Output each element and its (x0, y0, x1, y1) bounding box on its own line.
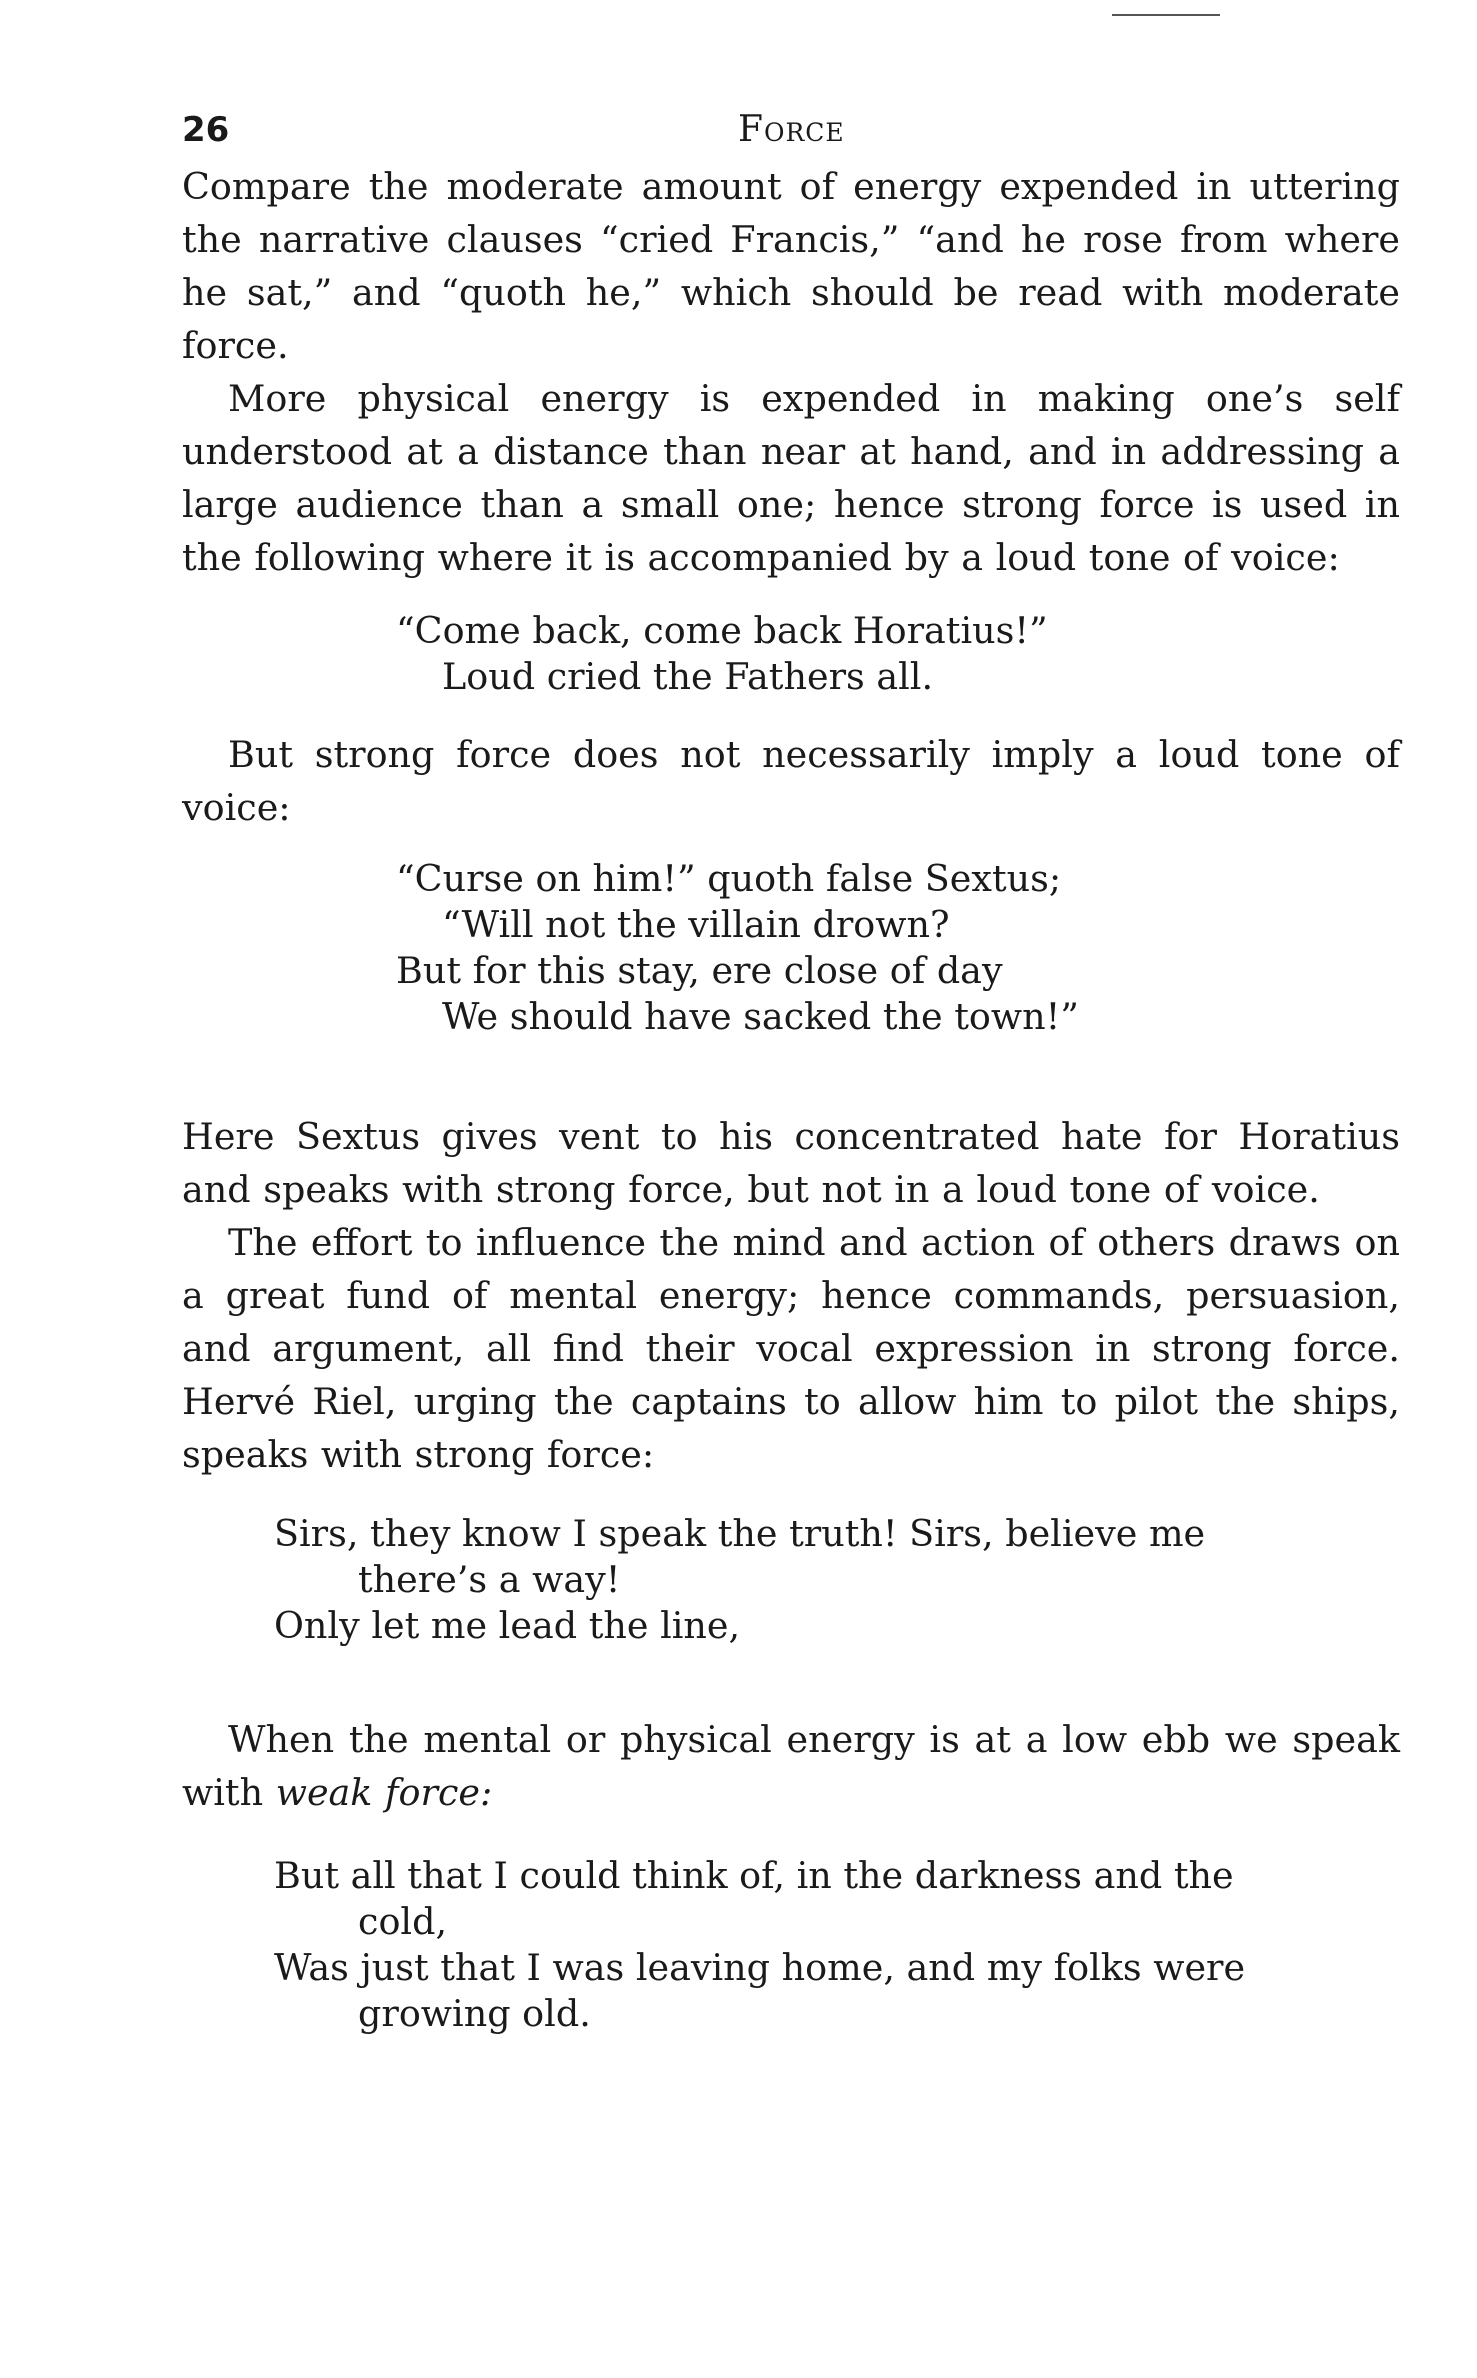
verse-line: Was just that I was leaving home, and my folks were (274, 1946, 1246, 1989)
page-number: 26 (182, 110, 230, 150)
verse-line: We should have sacked the town!” (442, 995, 1079, 1038)
paragraph-strong-force: But strong force does not necessarily imply a loud tone of voice: (182, 733, 1400, 829)
verse-leaving-home (274, 1853, 1400, 2037)
paragraph-sextus: Here Sextus gives vent to his concentrated hate for Horatius and speaks with strong force, but not in a loud tone of voice. (182, 1115, 1400, 1211)
verse-line: But all that I could think of, in the darkness and the (274, 1854, 1234, 1897)
verse-line: cold, (358, 1900, 448, 1943)
paragraph-physical-energy: More physical energy is expended in making one’s self understood at a distance than near at hand, and in addressing a large audience than a small one; hence strong force is used in the following where it is accompanied by a loud tone of voice: (182, 377, 1400, 579)
verse-herve-riel (274, 1511, 1400, 1649)
paragraph-weak-force (182, 1713, 1400, 1819)
weak-force-term: weak force: (275, 1771, 493, 1814)
paragraph-compare: Compare the moderate amount of energy expended in uttering the narrative clauses “cried Francis,” “and he rose from where he sat,” and “quoth he,” which should be read with moderate force. (182, 165, 1400, 367)
running-title: Force (738, 109, 845, 150)
book-page (182, 100, 1400, 2065)
running-head (182, 100, 1400, 160)
paragraph-effort: The effort to influence the mind and action of others draws on a great fund of mental energy; hence commands, persuasion, and argument, all find their vocal expression in strong force. Hervé Riel, urging the captains to allow him to pilot the ships, speaks with strong force: (182, 1221, 1400, 1476)
verse-line: there’s a way! (358, 1558, 621, 1601)
top-rule (1112, 14, 1220, 16)
verse-line: “Will not the villain drown? (442, 903, 950, 946)
verse-line: Loud cried the Fathers all. (442, 655, 934, 698)
verse-line: Only let me lead the line, (274, 1604, 741, 1647)
verse-line: But for this stay, ere close of day (396, 949, 1003, 992)
verse-horatius (396, 608, 1400, 700)
verse-line: Sirs, they know I speak the truth! Sirs, believe me (274, 1512, 1206, 1555)
verse-line: “Come back, come back Horatius!” (396, 609, 1048, 652)
paragraph-weak-force-text: When the mental or physical energy is at a low ebb we speak with (182, 1718, 1400, 1814)
verse-line: “Curse on him!” quoth false Sextus; (396, 857, 1062, 900)
verse-sextus (396, 856, 1400, 1040)
verse-line: growing old. (358, 1992, 591, 2035)
